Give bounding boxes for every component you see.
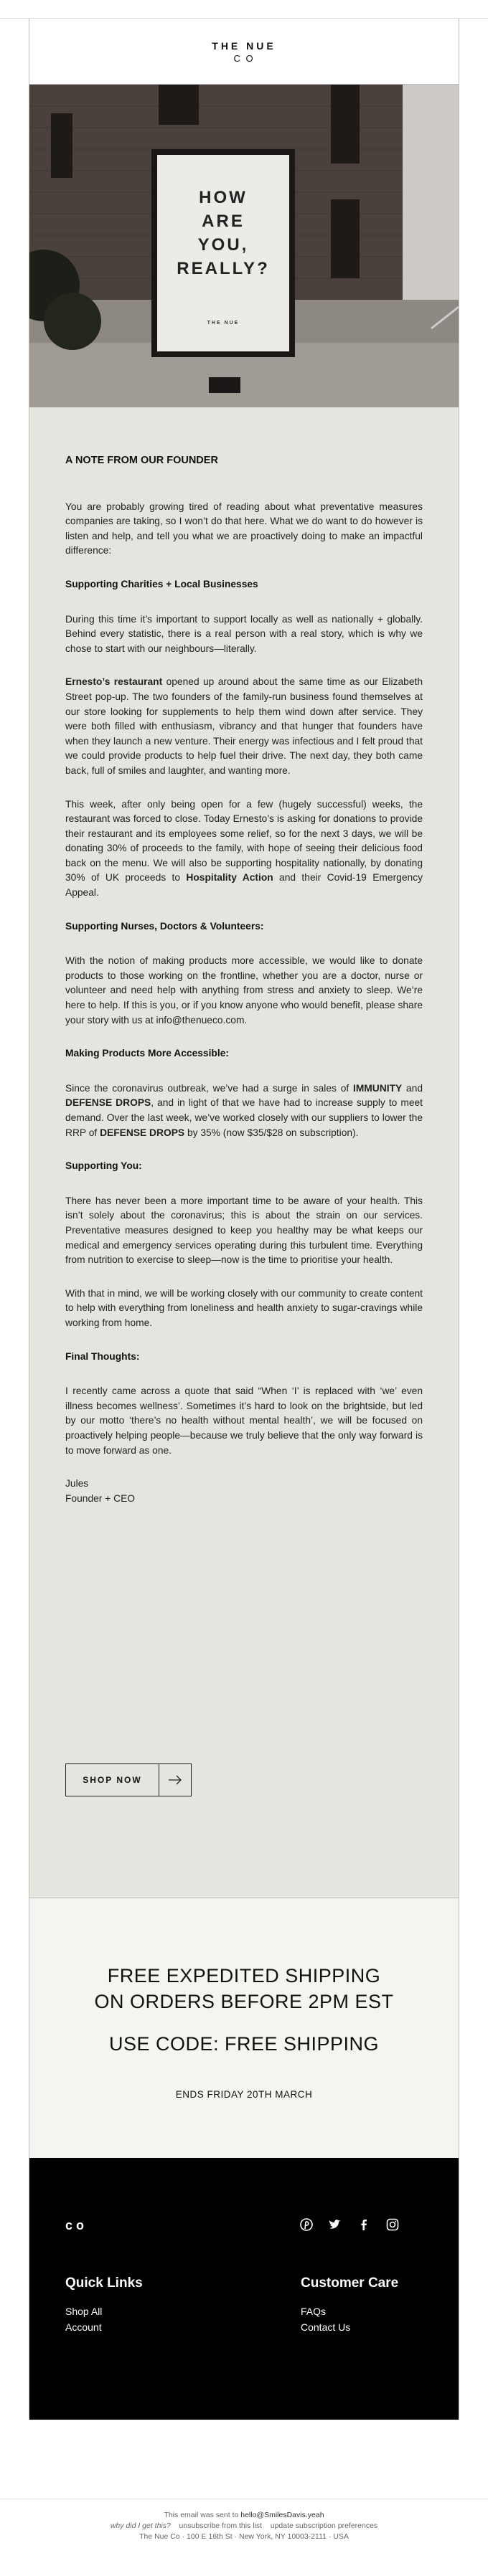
arrow-right-icon [159, 1764, 191, 1796]
promo-line: FREE EXPEDITED SHIPPING [107, 1965, 381, 1987]
recipient-email-link[interactable]: hello@SmilesDavis.yeah [240, 2511, 324, 2519]
unsubscribe-link[interactable]: unsubscribe from this list [179, 2521, 263, 2530]
paragraph-text: This week, after only being open for a few (hugely successful) weeks, the restaurant was forced to close. Today Ernesto’s is asking for donations to provide their restaurant and its employees some relief, so for the next 3 days, we will be donating 30% of proceeds to the family, with hope of seeing their delicious food back on the menu. We will also be supporting hospitality nationally, by donating 30% of UK proceeds to [65, 798, 423, 884]
promo-end-date: ENDS FRIDAY 20TH MARCH [175, 2089, 313, 2100]
section-heading: Supporting You: [65, 1160, 142, 1172]
billboard-line: ARE [202, 212, 245, 231]
top-bar [0, 0, 488, 19]
footer-link-contact-us[interactable]: Contact Us [301, 2321, 351, 2333]
paragraph-text: , and in light of that we have had to increase supply to meet demand. Over the last week, we’ve worked closely with our suppliers to lower the RRP of [65, 1097, 423, 1138]
promo-code: USE CODE: FREE SHIPPING [108, 2033, 380, 2055]
paragraph-text: and [402, 1082, 423, 1094]
brand-name: THE NUE [212, 40, 276, 52]
note-paragraph [65, 675, 423, 778]
signature-title: Founder + CEO [65, 1492, 136, 1504]
paragraph-text: Since the coronavirus outbreak, we’ve had a surge in sales of [65, 1082, 353, 1094]
note-paragraph: There has never been a more important time to be aware of your health. This isn’t solely about the coronavirus; this is about the strain on our services. Preventative measures designed to keep you healthy may be what keeps our medical and emergency services operating during this turbulent time. Everything from nutrition to exercise to sleep—now is the time to prioritise your health. [65, 1195, 423, 1266]
email-frame [29, 19, 459, 2420]
footer-link-shop-all[interactable]: Shop All [65, 2306, 103, 2317]
section-heading: Final Thoughts: [65, 1350, 140, 1362]
legal-links [0, 2521, 488, 2532]
update-preferences-link[interactable]: update subscription preferences [270, 2521, 378, 2530]
note-paragraph: You are probably growing tired of reading about what preventative measures companies are taking, so I won’t do that here. What we do want to do however is listen and help, and tell you what we are proactively doing to make an impactful difference: [65, 501, 423, 557]
shop-now-button[interactable] [65, 1763, 192, 1796]
bold-text: IMMUNITY [352, 1082, 403, 1094]
twitter-icon[interactable] [329, 2218, 342, 2231]
note-paragraph [65, 797, 423, 901]
billboard-line: HOW [199, 188, 248, 207]
billboard-brand: THE NUE [207, 321, 240, 326]
quick-links-title: Quick Links [65, 2276, 143, 2291]
hero-image [29, 85, 459, 407]
footer-link-faqs[interactable]: FAQs [301, 2306, 327, 2317]
company-address: The Nue Co · 100 E 16th St · New York, NY 10003-2111 · USA [139, 2532, 349, 2541]
bold-text: DEFENSE DROPS [65, 1097, 151, 1109]
email-footer [29, 2158, 459, 2420]
facebook-icon[interactable] [357, 2218, 370, 2231]
note-paragraph: With that in mind, we will be working closely with our community to create content to help with everything from loneliness and health anxiety to sugar-cravings while working from home. [65, 1287, 423, 1328]
shipping-promo [29, 1898, 459, 2158]
promo-headline [29, 1963, 459, 2014]
paragraph-text: and their Covid-19 Emergency Appeal. [65, 872, 423, 899]
promo-line: ON ORDERS BEFORE 2PM EST [94, 1991, 394, 2012]
paragraph-text: by 35% (now $35/$28 on subscription). [184, 1127, 359, 1138]
brand-mark: C O [233, 53, 255, 64]
email-header [29, 19, 459, 85]
billboard-line: YOU, [197, 235, 249, 255]
paragraph-text: opened up around about the same time as our Elizabeth Street pop-up. The two founders of the family-run business found themselves at our store looking for supplements to help them wind down after service. They were both filled with enthusiasm, vibrancy and that hunger that founders have when they launch a new venture. Their energy was infectious and I felt proud that we could provide products to help fuel their drive. The next day, they both came back, full of smiles and laughter, and wanting more. [65, 676, 423, 776]
founder-note [29, 407, 459, 1898]
bold-text: Hospitality Action [186, 872, 273, 884]
billboard-line: REALLY? [177, 259, 270, 278]
note-paragraph: I recently came across a quote that said “When ‘I’ is replaced with ‘we’ even illness becomes wellness’. Sometimes it’s hard to look on the brightside, but led by our motto ‘there’s no health without mental health’, we will be focused on proactively helping people—because we truly believe that the only way forward is to move forward as one. [65, 1386, 423, 1456]
note-paragraph: With the notion of making products more accessible, we would like to donate products to those working on the frontline, whether you are a doctor, nurse or volunteer and need help with anything from stress and anxiety to sleep. We’re here to help. If this is you, or if you know anyone who would benefit, please share your story with us at info@thenueco.com. [65, 955, 423, 1026]
instagram-icon[interactable] [386, 2218, 399, 2231]
section-heading: Supporting Charities + Local Businesses [65, 578, 258, 589]
footer-link-account[interactable]: Account [65, 2321, 102, 2333]
quick-links [65, 2303, 102, 2335]
sent-prefix: This email was sent to [164, 2511, 241, 2519]
customer-care-title: Customer Care [301, 2276, 399, 2291]
pinterest-icon[interactable] [300, 2218, 313, 2231]
signature-name: Jules [65, 1478, 89, 1490]
bold-text: Ernesto’s restaurant [65, 676, 163, 688]
customer-care-links [301, 2303, 350, 2335]
sent-to-line [0, 2510, 488, 2521]
section-heading: Making Products More Accessible: [65, 1048, 229, 1059]
hero-photo [29, 85, 459, 407]
note-paragraph: During this time it’s important to support locally as well as nationally + globally. Behind every statistic, there is a real person with a real story, which is why we chose to start with our neighbours—literally. [65, 613, 423, 654]
bold-text: DEFENSE DROPS [100, 1127, 185, 1138]
note-title: A NOTE FROM OUR FOUNDER [65, 455, 218, 466]
section-heading: Supporting Nurses, Doctors & Volunteers: [65, 920, 264, 932]
signature [65, 1477, 423, 1506]
social-links [300, 2218, 399, 2231]
shop-now-label: SHOP NOW [66, 1764, 159, 1796]
footer-logo[interactable]: c o [65, 2218, 85, 2232]
note-paragraph [65, 1081, 423, 1140]
legal-footer [0, 2510, 488, 2542]
why-received-link[interactable]: why did I get this? [110, 2521, 171, 2530]
